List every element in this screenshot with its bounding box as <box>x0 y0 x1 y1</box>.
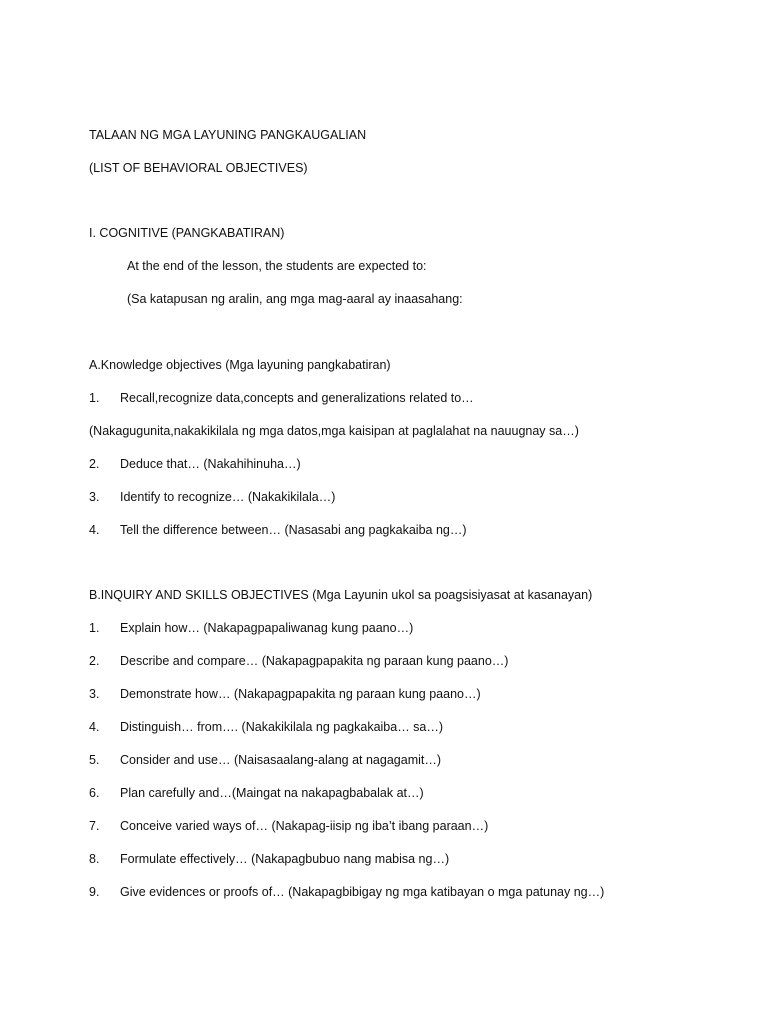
list-item-number: 4. <box>89 523 100 537</box>
list-item-text: Describe and compare… (Nakapagpapakita ng paraan kung paano…) <box>120 654 509 668</box>
list-item-text: Consider and use… (Naisasaalang-alang at nagagamit…) <box>120 753 442 767</box>
list-item-text: Identify to recognize… (Nakakikilala…) <box>120 490 336 504</box>
list-item-number: 8. <box>89 852 100 866</box>
list-item-text: Formulate effectively… (Nakapagbubuo nang mabisa ng…) <box>120 852 450 866</box>
list-item-number: 5. <box>89 753 100 767</box>
list-item-number: 1. <box>89 621 100 635</box>
document-title: TALAAN NG MGA LAYUNING PANGKAUGALIAN <box>89 128 367 142</box>
list-item-text: Distinguish… from…. (Nakakikilala ng pagkakaiba… sa…) <box>120 720 444 734</box>
list-item-text: Give evidences or proofs of… (Nakapagbibigay ng mga katibayan o mga patunay ng…) <box>120 885 605 899</box>
list-item-number: 7. <box>89 819 100 833</box>
section-cognitive-heading: I. COGNITIVE (PANGKABATIRAN) <box>89 226 285 240</box>
list-item-text: Explain how… (Nakapagpapaliwanag kung paano…) <box>120 621 414 635</box>
list-item-text: Tell the difference between… (Nasasabi ang pagkakaiba ng…) <box>120 523 467 537</box>
list-item-number: 2. <box>89 654 100 668</box>
list-item-text: Deduce that… (Nakahihinuha…) <box>120 457 301 471</box>
list-item-text: Conceive varied ways of… (Nakapag-iisip ng iba’t ibang paraan…) <box>120 819 489 833</box>
list-item-number: 1. <box>89 391 100 405</box>
list-item-number: 6. <box>89 786 100 800</box>
list-item-number: 4. <box>89 720 100 734</box>
cognitive-intro-english: At the end of the lesson, the students are expected to: <box>127 259 427 273</box>
list-item-text: Recall,recognize data,concepts and generalizations related to… <box>120 391 474 405</box>
list-item-text: Plan carefully and…(Maingat na nakapagbabalak at…) <box>120 786 424 800</box>
list-item-text: Demonstrate how… (Nakapagpapakita ng paraan kung paano…) <box>120 687 481 701</box>
list-item-number: 3. <box>89 490 100 504</box>
list-item-number: 3. <box>89 687 100 701</box>
document-subtitle: (LIST OF BEHAVIORAL OBJECTIVES) <box>89 161 308 175</box>
cognitive-intro-filipino: (Sa katapusan ng aralin, ang mga mag-aaral ay inaasahang: <box>127 292 463 306</box>
list-item-text: (Nakagugunita,nakakikilala ng mga datos,mga kaisipan at paglalahat na nauugnay sa…) <box>89 424 579 438</box>
list-item-number: 2. <box>89 457 100 471</box>
section-a-heading: A.Knowledge objectives (Mga layuning pangkabatiran) <box>89 358 391 372</box>
list-item-number: 9. <box>89 885 100 899</box>
section-b-heading: B.INQUIRY AND SKILLS OBJECTIVES (Mga Layunin ukol sa poagsisiyasat at kasanayan) <box>89 588 593 602</box>
